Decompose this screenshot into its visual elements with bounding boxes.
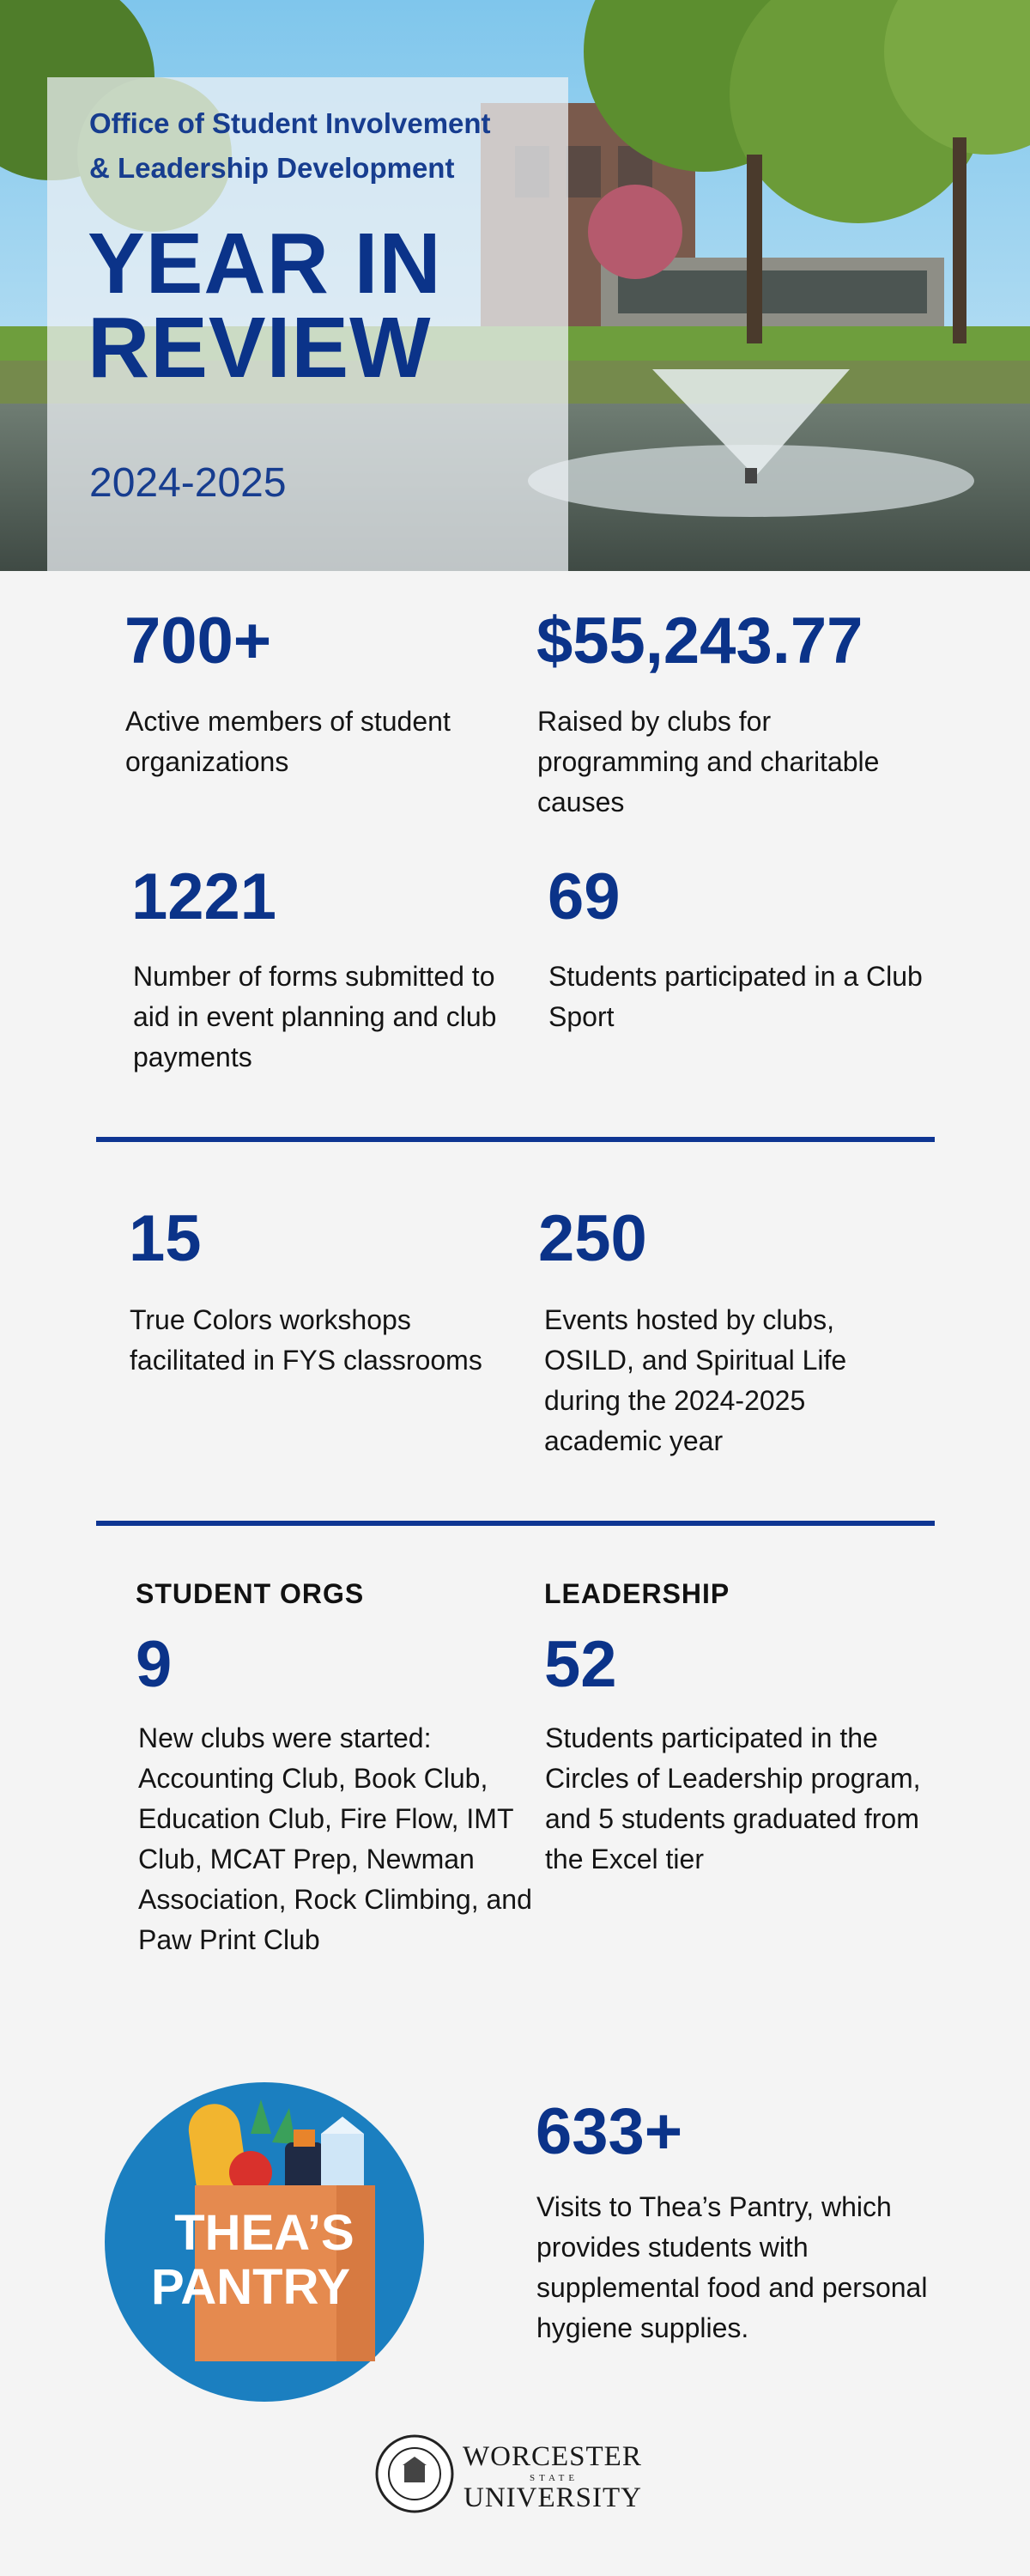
stat-active-members-value: 700+ [124, 605, 272, 677]
title-line-2: REVIEW [88, 300, 432, 396]
hero-banner [0, 0, 1030, 571]
pantry-label-line-1: THEA’S [174, 2205, 354, 2261]
new-clubs-desc: New clubs were started: Accounting Club, Book Club, Education Club, Fire Flow, IMT Club, MCAT Prep, Newman Association, Rock Climbing, and Paw Print Club [138, 1722, 532, 1955]
section-divider [96, 1137, 935, 1142]
stat-events-desc: Events hosted by clubs, OSILD, and Spiritual Life during the 2024-2025 academic year [544, 1304, 847, 1456]
stat-workshops-value: 15 [129, 1202, 202, 1275]
pantry-visits-value: 633+ [536, 2095, 683, 2168]
stat-club-sport-value: 69 [548, 860, 621, 933]
office-line-2: & Leadership Development [89, 152, 455, 184]
theas-pantry-logo [105, 2082, 424, 2402]
stat-forms-desc: Number of forms submitted to aid in event planning and club payments [133, 961, 497, 1072]
pantry-visits-desc: Visits to Thea’s Pantry, which provides students with supplemental food and personal hygiene supplies. [536, 2191, 928, 2343]
pantry-label-line-2: PANTRY [151, 2259, 350, 2315]
section-divider [96, 1521, 935, 1526]
new-clubs-value: 9 [136, 1628, 173, 1701]
stat-events-value: 250 [538, 1202, 647, 1275]
leadership-heading: LEADERSHIP [544, 1578, 730, 1609]
stat-workshops-desc: True Colors workshops facilitated in FYS classrooms [130, 1304, 482, 1376]
leadership-value: 52 [544, 1628, 617, 1701]
title-line-1: YEAR IN [88, 216, 442, 312]
logo-word-university: UNIVERSITY [464, 2482, 642, 2513]
stat-active-members-desc: Active members of student organizations [125, 706, 451, 777]
grocery-bag-icon [105, 2082, 424, 2402]
logo-word-worcester: WORCESTER [463, 2441, 642, 2472]
page-title [88, 216, 568, 396]
university-logo [375, 2434, 658, 2513]
leadership-desc: Students participated in the Circles of Leadership program, and 5 students graduated from the Excel tier [545, 1722, 921, 1874]
logo-word-state: STATE [530, 2473, 579, 2483]
stat-funds-raised-value: $55,243.77 [536, 605, 863, 677]
university-seal-icon [375, 2434, 454, 2513]
stat-funds-raised-desc: Raised by clubs for programming and charitable causes [537, 706, 880, 817]
stat-club-sport-desc: Students participated in a Club Sport [548, 961, 923, 1032]
stat-forms-value: 1221 [131, 860, 277, 933]
office-line-1: Office of Student Involvement [89, 107, 491, 139]
student-orgs-heading: STUDENT ORGS [136, 1578, 365, 1609]
academic-year: 2024-2025 [89, 460, 287, 506]
office-name [89, 101, 570, 191]
